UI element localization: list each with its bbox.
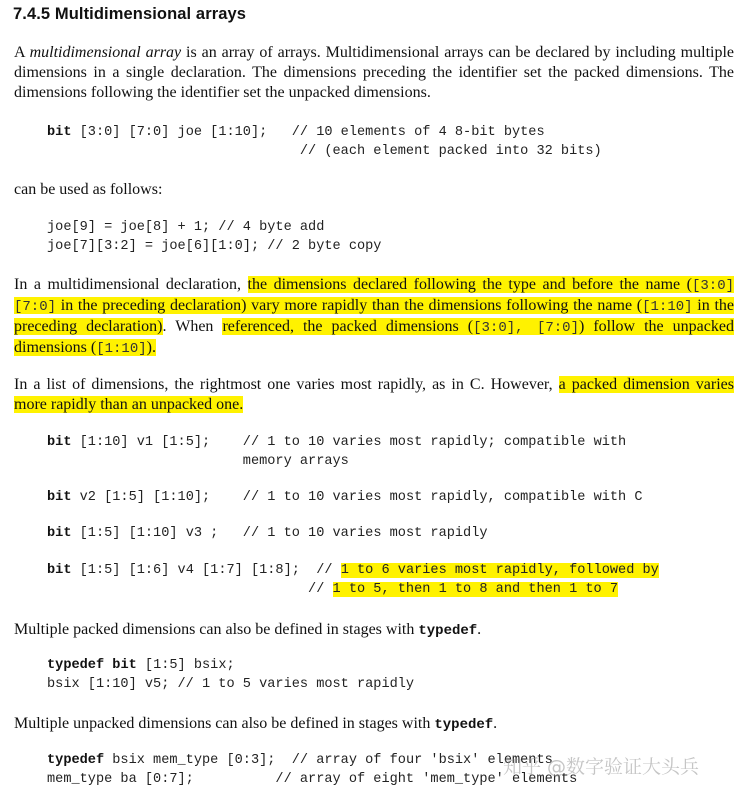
highlighted-text: referenced, the packed dimensions ([3:0], [7:0]) follow the unpacked dimensions ([1:10]). [14, 318, 734, 357]
text-span: . When [162, 318, 223, 335]
code-keyword: bit [47, 125, 72, 140]
code-line: // (each element packed into 32 bits) [47, 143, 602, 159]
intro-text: is an array of arrays. Multidimensional arrays can be declared by including multiple dimensions in a single declaration. The dimensions preceding the identifier set the packed dimensions. The dimensions following the identifier set the unpacked dimensions. [14, 44, 735, 101]
inline-keyword: typedef [418, 623, 478, 639]
declaration-paragraph [14, 275, 734, 359]
code-line: joe[7][3:2] = joe[6][1:0]; // 2 byte copy [47, 238, 382, 254]
dimension-order-paragraph [14, 375, 734, 415]
code-block-v2: bit v2 [1:5] [1:10]; // 1 to 10 varies most rapidly, compatible with C [47, 490, 643, 505]
section-heading: 7.4.5 Multidimensional arrays [13, 5, 247, 23]
inline-keyword: typedef [434, 717, 494, 733]
code-block-typedef-packed: typedef bit [1:5] bsix; bsix [1:10] v5; // 1 to 5 varies most rapidly [47, 658, 415, 692]
intro-term: multidimensional array [29, 44, 182, 61]
highlighted-text: a packed dimension varies more rapidly than an unpacked one. [14, 376, 734, 413]
code-block-declaration [47, 124, 602, 161]
intro-prefix: A [14, 44, 30, 61]
code-line: joe[9] = joe[8] + 1; // 4 byte add [47, 220, 325, 235]
watermark: 知乎 @数字验证大头兵 [503, 756, 700, 778]
intro-paragraph [14, 43, 734, 103]
highlighted-code: 1 to 6 varies most rapidly, followed by [340, 563, 659, 578]
code-block-usage [47, 219, 381, 256]
highlighted-text: the dimensions declared following the type and before the name ([3:0][7:0] in the preceding declaration) vary more rapidly than the dimensions following the name ([1:10] in the preceding declaration) [14, 276, 734, 335]
highlighted-code: 1 to 5, then 1 to 8 and then 1 to 7 [332, 581, 619, 597]
text-span: In a list of dimensions, the rightmost one varies most rapidly, as in C. However, [14, 376, 559, 393]
text-span: In a multidimensional declaration, [14, 276, 248, 293]
code-block-v3: bit [1:5] [1:10] v3 ; // 1 to 10 varies most rapidly [47, 526, 488, 541]
code-block-v1: bit [1:10] v1 [1:5]; // 1 to 10 varies most rapidly; compatible with memory arrays [47, 435, 627, 469]
code-block-v4: bit [1:5] [1:6] v4 [1:7] [1:8]; // 1 to 6 varies most rapidly, followed by // 1 to 5, then 1 to 8 and then 1 to 7 [47, 563, 659, 597]
packed-typedef-paragraph: Multiple packed dimensions can also be defined in stages with typedef. [14, 621, 482, 639]
usage-label: can be used as follows: [14, 181, 163, 198]
unpacked-typedef-paragraph: Multiple unpacked dimensions can also be defined in stages with typedef. [14, 715, 498, 733]
code-line: [3:0] [7:0] joe [1:10]; // 10 elements of 4 8-bit bytes [71, 125, 545, 140]
code-block-typedef-unpacked: typedef bsix mem_type [0:3]; // array of four 'bsix' elements mem_type ba [0:7]; // array of eight 'mem_type' elements [47, 753, 578, 787]
